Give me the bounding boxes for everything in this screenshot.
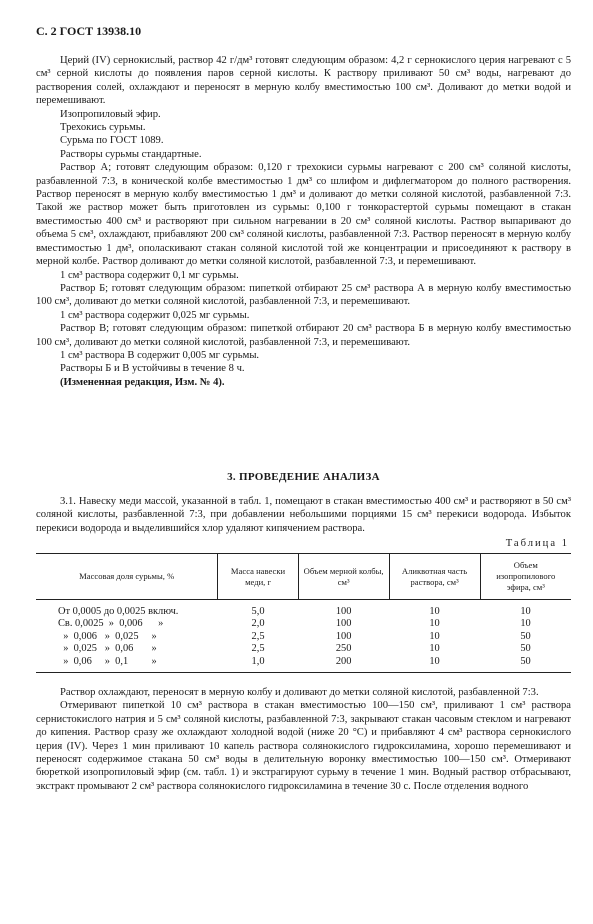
cell-fraction: От 0,0005 до 0,0025 включ.	[58, 606, 179, 617]
paragraph-ether: Изопропиловый эфир.	[60, 108, 161, 120]
cell-fraction: » 0,06 » 0,1 »	[36, 656, 218, 673]
paragraph-antimony-trioxide: Трехокись сурьмы.	[60, 122, 146, 134]
table-row	[36, 618, 571, 630]
paragraph-solution-v: Раствор В; готовят следующим образом: пипеткой отбирают 20 см³ раствора Б в мерную колбу вместимостью 100 см³, доливают до метки соляной кислотой, разбавленной 7:3, и перемешивают.	[36, 323, 571, 348]
cell-aliquot: 10	[429, 630, 440, 642]
paragraph-solution-b: Раствор Б; готовят следующим образом: пипеткой отбирают 25 см³ раствора А в мерную колбу вместимостью 100 см³, доливают до метки соляной кислотой, разбавленной 7:3, и перемешивают.	[36, 282, 571, 308]
cell-aliquot: 10	[429, 643, 440, 655]
cell-mass: 1,0	[218, 656, 298, 673]
cell-ether: 10	[520, 606, 531, 617]
cell-flask: 100	[335, 618, 352, 630]
procedure-text	[36, 686, 571, 793]
table-row	[36, 631, 571, 643]
table-row	[36, 656, 571, 673]
paragraph-stability: Растворы Б и В устойчивы в течение 8 ч.	[60, 363, 245, 375]
paragraph-standard-solutions: Растворы сурьмы стандартные.	[60, 148, 202, 160]
paragraph-cerium: Церий (IV) сернокислый, раствор 42 г/дм³ готовят следующим образом: 4,2 г сернокислого церия нагревают с 5 см³ серной кислоты до появления паров серной кислоты. К раствору приливают 50 см³ воды, нагревают до растворения солей, охлаждают и переносят в мерную колбу вместимостью 100 см³. Доливают до метки водой и перемешивают.	[36, 55, 571, 107]
cell-mass: 2,0	[251, 618, 265, 630]
header-aliquot: Аликвотная часть раствора, см³	[389, 554, 480, 600]
header-ether-volume: Объем изопропилового эфира, см³	[480, 554, 571, 600]
paragraph-extraction: Отмеривают пипеткой 10 см³ раствора в стакан вместимостью 100—150 см³, приливают 1 см³ раствора сернистокислого натрия и 5 см³ соляной кислоты, разбавленной 7:3, закрывают стакан часовым стеклом и нагревают до кипения. Раствор сразу же охлаждают холодной водой (ниже 20 °С) и прибавляют 4 см³ раствора сернокислого церия (IV). Через 1 мин приливают 10 капель раствора солянокислого гидроксиламина, хорошо перемешивают и переносят содержимое стакана 50 см³ воды в делительную воронку вместимостью 100—150 см³. Отмеривают бюреткой изопропиловый эфир (см. табл. 1) и экстрагируют сурьму в течение 1 мин. Водный раствор отбрасывают, экстракт промывают 2 см³ раствора солянокислого гидроксиламина в течение 30 с. После отделения водного	[36, 700, 571, 792]
table-header-row	[36, 554, 571, 600]
paragraph-antimony-gost: Сурьма по ГОСТ 1089.	[60, 135, 164, 147]
cell-aliquot: 10	[429, 606, 440, 617]
paragraph-cooling: Раствор охлаждают, переносят в мерную колбу и доливают до метки соляной кислотой, разбавленной 7:3.	[60, 687, 539, 698]
header-flask-volume: Объем мерной колбы, см³	[298, 554, 389, 600]
paragraph-solution-b-content: 1 см³ раствора содержит 0,025 мг сурьмы.	[60, 309, 250, 321]
paragraph-solution-a: Раствор А; готовят следующим образом: 0,120 г трехокиси сурьмы нагревают с 200 см³ соляной кислоты, разбавленной 7:3, в конической колбе вместимостью 1 дм³ со шлифом и дифлегматором до полного растворения. Раствор переносят в мерную колбу вместимостью 1 дм³ и доливают до метки соляной кислотой, разбавленной 7:3. Такой же раствор может быть приготовлен из сурьмы: 0,100 г тонкорастертой сурьмы помещают в стакан вместимостью 400 см³ и растворяют при сильном нагревании в 20 см³ соляной кислоты. Раствор выпаривают до объема 5 см³, охлаждают, прибавляют 200 см³ соляной кислоты, разбавленной 7:3. Раствор переносят в мерную колбу вместимостью 1 дм³, ополаскивают стакан соляной кислотой той же концентрации и присоединяют к раствору в мерной колбе. Раствор доливают до метки соляной кислотой, разбавленной 7:3, и перемешивают.	[36, 162, 571, 268]
cell-ether: 50	[520, 643, 531, 655]
intro-text	[36, 54, 571, 389]
page-header: С. 2 ГОСТ 13938.10	[36, 24, 142, 38]
header-antimony-fraction: Массовая доля сурьмы, %	[36, 554, 218, 600]
paragraph-amendment: (Измененная редакция, Изм. № 4).	[60, 376, 225, 388]
cell-flask: 100	[335, 630, 352, 642]
paragraph-3-1: 3.1. Навеску меди массой, указанной в табл. 1, помещают в стакан вместимостью 400 см³ и растворяют в 50 см³ соляной кислоты, разбавленной 7:3, при добавлении небольшими порциями 15 см³ перекиси водорода. Избыток перекиси водорода и выделившийся хлор удаляют кипячением раствора.	[36, 496, 571, 534]
cell-ether: 50	[480, 656, 571, 673]
cell-mass: 2,5	[251, 643, 265, 655]
section-title: 3. ПРОВЕДЕНИЕ АНАЛИЗА	[227, 471, 380, 483]
cell-aliquot: 10	[429, 618, 440, 630]
cell-flask: 200	[298, 656, 389, 673]
paragraph-solution-a-content: 1 см³ раствора содержит 0,1 мг сурьмы.	[60, 269, 239, 281]
table-1	[36, 553, 571, 673]
cell-aliquot: 10	[389, 656, 480, 673]
cell-fraction: Св. 0,0025 » 0,006 »	[58, 618, 164, 630]
cell-mass: 2,5	[251, 630, 265, 642]
cell-fraction: » 0,025 » 0,06 »	[58, 643, 157, 655]
cell-fraction: » 0,006 » 0,025 »	[58, 630, 157, 642]
cell-ether: 10	[520, 618, 531, 630]
header-sample-mass: Масса навески меди, г	[218, 554, 298, 600]
cell-ether: 50	[520, 630, 531, 642]
paragraph-solution-v-content: 1 см³ раствора В содержит 0,005 мг сурьмы.	[60, 349, 260, 361]
table-caption: Таблица 1	[505, 538, 569, 549]
table-row	[36, 643, 571, 655]
section-text	[36, 495, 571, 535]
cell-flask: 250	[335, 643, 352, 655]
cell-flask: 100	[335, 606, 352, 617]
table-row	[36, 600, 571, 619]
cell-mass: 5,0	[251, 606, 265, 617]
